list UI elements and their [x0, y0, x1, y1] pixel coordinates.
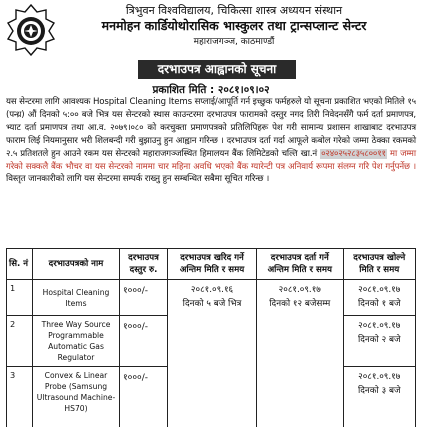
- col-header-fee: दरभाउपत्र दस्तुर रु.: [120, 249, 168, 280]
- row-sn: 2: [7, 316, 33, 367]
- opening-time: दिनको २ बजे: [357, 335, 401, 345]
- col-header-buy: दरभाउपत्र खरिद गर्ने अन्तिम मिति र समय: [168, 249, 257, 280]
- row-sn: 3: [7, 367, 33, 427]
- opening-date: २०८१.०९.१७: [358, 321, 401, 331]
- col-header-sn: सि. नं: [7, 249, 33, 280]
- institute-name: त्रिभुवन विश्वविद्यालय, चिकित्सा शास्त्र अध्ययन संस्थान: [125, 4, 343, 17]
- col-header-register: दरभाउपत्र दर्ता गर्ने अन्तिम मिति र समय: [257, 249, 343, 280]
- opening-date: २०८१.०९.१७: [358, 372, 401, 382]
- table-row: [7, 280, 416, 316]
- opening-cell: [343, 280, 416, 316]
- col-header-open: दरभाउपत्र खोल्ने मिति र समय: [343, 249, 416, 280]
- buy-deadline-cell: [168, 280, 257, 427]
- table-header-row: [7, 249, 416, 280]
- opening-date: २०८१.०९.१७: [358, 285, 401, 295]
- row-fee: १०००/-: [120, 280, 168, 316]
- buy-deadline-date: २०८१.०९.१६: [190, 285, 234, 295]
- notice-body-part1: यस सेन्टरमा लागि आवश्यक Hospital Cleaning Items सप्लाई/आपूर्ति गर्न इच्छुक फर्महरुले यो सूचना प्रकाशित भएको मितिले १५ (पन्ध्र) औं दिनको ५:०० बजे भित्र यस सेन्टरको स्थास काउन्टरमा दरभाउपत्र फारामको दस्तुर नगद तिरी निवेदनसँगै फर्म दर्ता प्रमाणपत्र, भ्याट दर्ता प्रमाणपत्र तथा आ.व. २०७९।०८० को करचुक्ता प्रमाणपत्रको प्रतिलिपिहरू पेश गरी सामान्य प्रशासन शाखाबाट दरभाउपत्र फाराम लिई नियमानुसार भरी शिलबन्दी गरी बुझाउनु हुन आह्वान गरिन्छ । दरभाउपत्र दर्ता गर्दा आफूले कबोल गरेको जम्मा ठेक्का रकमको २.५ प्रतिशतले हुन आउने रकम यस सेन्टरको महाराजगञ्जस्थित हिमालयन बैंक लिमिटेडको चल्ति खा.नं: [6, 97, 416, 159]
- notice-body-part2: मा जम्मा गरेको सक्कलै बैंक भौचर वा यस सेन्टरको नाममा चार महिना अवधि भएको बैंक ग्यारेन्टी पत्र अनिवार्य रूपमा संलग्न गरि पेश गर्नुपर्नेछ ।: [6, 148, 416, 172]
- university-emblem-icon: [6, 4, 56, 56]
- col-header-name: दरभाउपत्रको नाम: [33, 249, 120, 280]
- register-deadline-date: २०८१.०९.१७: [278, 285, 321, 295]
- tender-schedule-table: [6, 248, 416, 427]
- center-address: महाराजगञ्ज, काठमाण्डौं: [193, 37, 275, 47]
- notice-body-part3: विस्तृत जानकारीको लागि यस सेन्टरमा सम्पर्क राख्नु हुन सम्बन्धित सबैमा सूचित गरिन्छ ।: [6, 174, 270, 185]
- row-item-name: Hospital Cleaning Items: [33, 280, 120, 316]
- notice-title: दरभाउपत्र आह्वानको सूचना: [138, 60, 296, 79]
- published-date: प्रकाशित मिति : २०८१।०९।०२: [152, 84, 270, 96]
- register-deadline-time: दिनको १२ बजेसम्म: [269, 299, 331, 309]
- buy-deadline-time: दिनको ५ बजे भित्र: [182, 299, 242, 309]
- row-fee: १०००/-: [120, 316, 168, 367]
- opening-cell: [343, 316, 416, 367]
- bank-account-number: ०२४०२५२८३५८००११: [321, 148, 386, 159]
- row-fee: १०००/-: [120, 367, 168, 427]
- register-deadline-cell: [257, 280, 343, 427]
- opening-time: दिनको १ बजे: [357, 299, 401, 309]
- notice-body: [6, 96, 416, 186]
- row-sn: 1: [7, 280, 33, 316]
- row-item-name: Three Way Source Programmable Automatic Gas Regulator: [33, 316, 120, 367]
- center-name: मनमोहन कार्डियोथोरासिक भास्कुलर तथा ट्रान्सप्लान्ट सेन्टर: [101, 18, 367, 33]
- row-item-name: Convex & Linear Probe (Samsung Ultrasound Machine-HS70): [33, 367, 120, 427]
- opening-cell: [343, 367, 416, 427]
- opening-time: दिनको ३ बजे: [357, 386, 401, 396]
